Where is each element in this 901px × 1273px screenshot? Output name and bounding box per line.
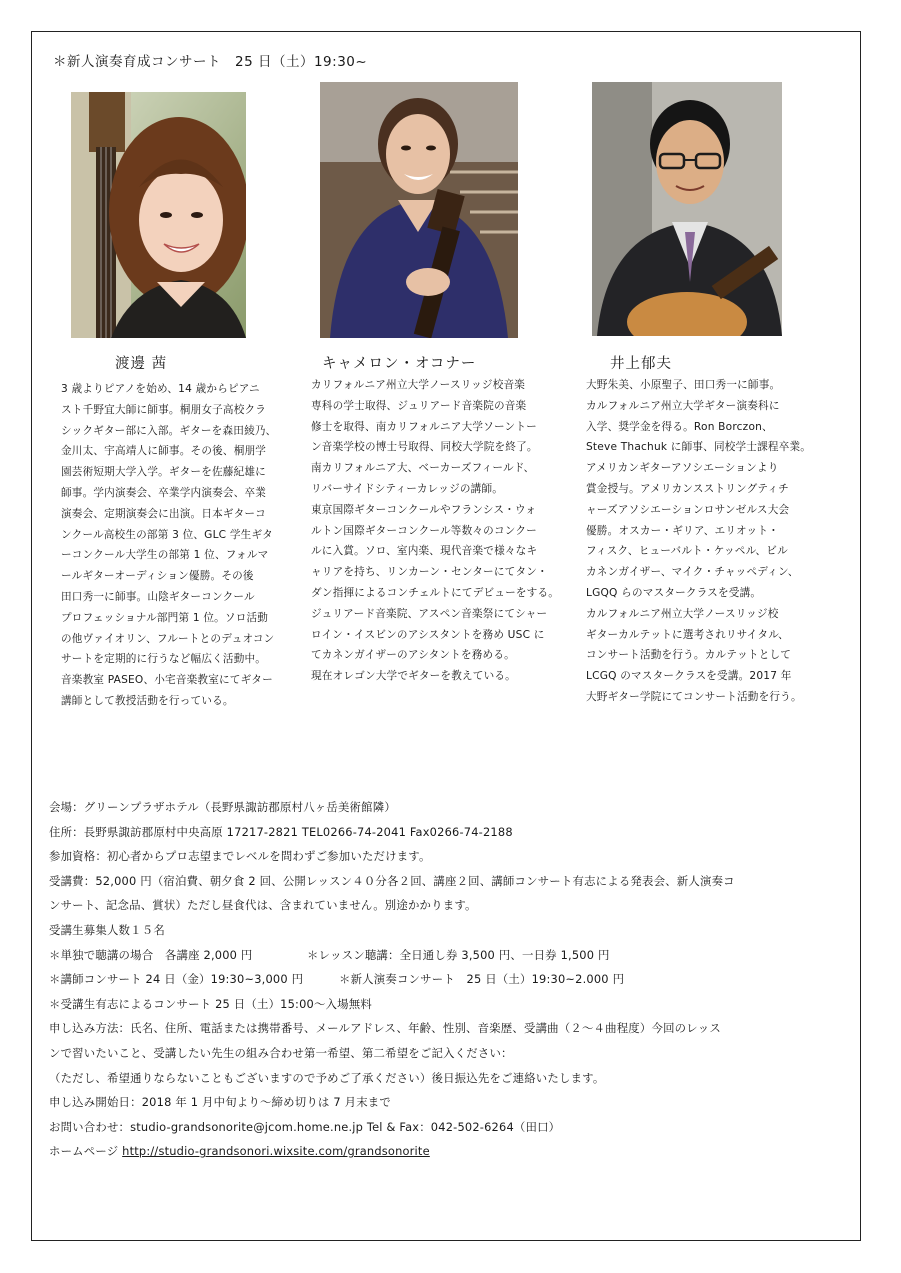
homepage-link[interactable]: http://studio-grandsonori.wixsite.com/grandsonorite — [122, 1144, 430, 1159]
bio-line: ルトン国際ギターコンクール等数々のコンクー — [311, 524, 537, 537]
bio-line: 園芸術短期大学入学。ギターを佐藤紀雄に — [61, 466, 266, 479]
contact-line: お問い合わせ：studio-grandsonorite@jcom.home.ne.jp Tel & Fax：042-502-6264（田口） — [49, 1119, 561, 1134]
bio-line: 入学、奨学金を得る。Ron Borczon、 — [586, 420, 773, 433]
bio-line: 講師として教授活動を行っている。 — [61, 694, 234, 707]
bio-line: ルに入賞。ソロ、室内楽、現代音楽で様々なキ — [311, 545, 538, 558]
bio-line: 3 歳よりピアノを始め、14 歳からピアニ — [61, 383, 260, 395]
performer-photo-3 — [592, 82, 782, 336]
bio-line: LGQQ らのマスタークラスを受講。 — [586, 586, 762, 599]
bio-line: てカネンガイザーのアシタントを務める。 — [311, 649, 515, 662]
bio-line: カネンガイザー、マイク・チャッペディン、 — [586, 566, 799, 579]
concert-header: ＊新人演奏育成コンサート 25 日（土）19:30~ — [53, 54, 368, 70]
bio-line: ダン指揮によるコンチェルトにてデビューをする。 — [311, 586, 560, 599]
bio-line: ロイン・イスビンのアシスタントを務め USC に — [311, 628, 545, 641]
bio-line: コンサート活動を行う。カルテットとして — [586, 649, 792, 662]
apply-method-line: （ただし、希望通りならないこともございますので予めご了承ください）後日振込先をご連絡いたします。 — [49, 1070, 605, 1085]
venue-line: 会場：グリーンプラザホテル（長野県諏訪郡原村八ヶ岳美術館隣） — [49, 800, 396, 814]
bio-line: ン音楽学校の博士号取得、同校大学院を終了。 — [311, 441, 538, 454]
bio-line: LCGQ のマスタークラスを受講。2017 年 — [586, 670, 792, 683]
bio-line: シックギター部に入部。ギターを森田綾乃、 — [61, 424, 277, 437]
new-concert-fee: ＊新人演奏コンサート 25 日（土）19:30~2.000 円 — [339, 972, 625, 987]
bio-line: フィスク、ヒューバルト・ケッペル、ビル — [586, 545, 788, 558]
lesson-audit-fee: ＊レッスン聴講：全日通し券 3,500 円、一日券 1,500 円 — [307, 947, 610, 962]
bio-line: リバーサイドシティーカレッジの講師。 — [311, 482, 504, 495]
bio-line: プロフェッショナル部門第 1 位。ソロ活動 — [61, 611, 269, 624]
teacher-concert-fee: ＊講師コンサート 24 日（金）19:30~3,000 円 — [49, 972, 304, 987]
bio-line: サートを定期的に行うなど幅広く活動中。 — [61, 653, 267, 666]
bio-line: 優勝。オスカー・ギリア、エリオット・ — [586, 524, 779, 537]
homepage-label: ホームページ — [49, 1144, 119, 1159]
bio-line: 田口秀一に師事。山陰ギターコンクール — [61, 590, 255, 603]
performer-name-2: キャメロン・オコナー — [322, 356, 477, 372]
bio-line: 音楽教室 PASEO、小宅音楽教室にてギター — [61, 674, 273, 687]
bio-line: 大野朱美、小原聖子、田口秀一に師事。 — [586, 379, 781, 391]
capacity-line: 受講生募集人数１５名 — [49, 922, 165, 937]
performer-bio-2 — [311, 375, 559, 687]
bio-line: アメリカンギターアソシエーションより — [586, 462, 779, 475]
fee-line: ンサート、記念品、賞状）ただし昼食代は、含まれていません。別途かかります。 — [49, 898, 477, 913]
bio-line: 現在オレゴン大学でギターを教えている。 — [311, 670, 516, 683]
bio-line: ャーズアソシエーションロサンゼルス大会 — [586, 503, 790, 516]
bio-line: 修士を取得、南カリフォルニア大学ソーントー — [311, 420, 537, 433]
bio-line: 東京国際ギターコンクールやフランシス・ウォ — [311, 503, 537, 516]
fee-line: 受講費：52,000 円（宿泊費、朝夕食 2 回、公開レッスン４０分各２回、講座２回、講師コンサート有志による発表会、新人演奏コ — [49, 873, 735, 888]
performer-bio-1 — [61, 379, 276, 712]
bio-line: 南カリフォルニア大、ベーカーズフィールド、 — [311, 462, 535, 475]
bio-line: ジュリアード音楽院、アスペン音楽祭にてシャー — [311, 607, 548, 620]
bio-line: ギターカルテットに選考されリサイタル、 — [586, 628, 789, 641]
address-line: 住所：長野県諏訪郡原村中央高原 17217-2821 TEL0266-74-2041 Fax0266-74-2188 — [49, 824, 513, 839]
student-concert-line: ＊受講生有志によるコンサート 25 日（土）15:00～入場無料 — [49, 996, 372, 1011]
bio-line: ーコンクール大学生の部第 1 位、フォルマ — [61, 549, 269, 562]
apply-method-line: 申し込み方法：氏名、住所、電話または携帯番号、メールアドレス、年齢、性別、音楽歴、受講曲（２～４曲程度）今回のレッス — [49, 1021, 721, 1036]
bio-line: 師事。学内演奏会、卒業学内演奏会、卒業 — [61, 486, 267, 499]
bio-line: の他ヴァイオリン、フルートとのデュオコン — [61, 632, 275, 645]
bio-line: 金川太、宇高靖人に師事。その後、桐朋学 — [61, 445, 267, 458]
performer-photo-2 — [320, 82, 518, 338]
bio-line: Steve Thachuk に師事、同校学士課程卒業。 — [586, 441, 812, 454]
event-info — [49, 795, 735, 1164]
bio-line: カルフォルニア州立大学ギター演奏科に — [586, 399, 780, 412]
bio-line: ールギターオーディション優勝。その後 — [61, 570, 254, 583]
single-audit-fee: ＊単独で聴講の場合 各講座 2,000 円 — [49, 947, 253, 962]
flyer-frame — [31, 31, 861, 1241]
bio-line: カリフォルニア州立大学ノースリッジ校音楽 — [311, 379, 526, 391]
performer-bio-3 — [586, 375, 811, 708]
bio-line: ンクール高校生の部第 3 位、GLC 学生ギタ — [61, 528, 273, 541]
audit-fee-row — [49, 943, 735, 968]
apply-method-line: ンで習いたいこと、受講したい先生の組み合わせ第一希望、第二希望をご記入ください： — [49, 1045, 513, 1060]
homepage-line — [49, 1139, 735, 1164]
performer-photo-1 — [71, 92, 246, 338]
bio-line: スト千野宜大師に師事。桐朋女子高校クラ — [61, 403, 267, 416]
apply-start-line: 申し込み開始日：2018 年 1 月中旬より～締め切りは 7 月末まで — [49, 1095, 391, 1110]
bio-line: ャリアを持ち、リンカーン・センターにてタン・ — [311, 566, 548, 579]
bio-line: 演奏会、定期演奏会に出演。日本ギターコ — [61, 507, 266, 520]
concert-fee-row — [49, 967, 735, 992]
bio-line: 賞金授与。アメリカンスストリングティチ — [586, 482, 789, 495]
bio-line: 大野ギター学院にてコンサート活動を行う。 — [586, 690, 802, 703]
performer-name-3: 井上郁夫 — [610, 356, 672, 372]
performer-name-1: 渡邊 茜 — [115, 356, 168, 372]
bio-line: 専科の学士取得、ジュリアード音楽院の音楽 — [311, 399, 527, 412]
qualification-line: 参加資格：初心者からプロ志望までレベルを問わずご参加いただけます。 — [49, 849, 431, 864]
bio-line: カルフォルニア州立大学ノースリッジ校 — [586, 607, 779, 620]
